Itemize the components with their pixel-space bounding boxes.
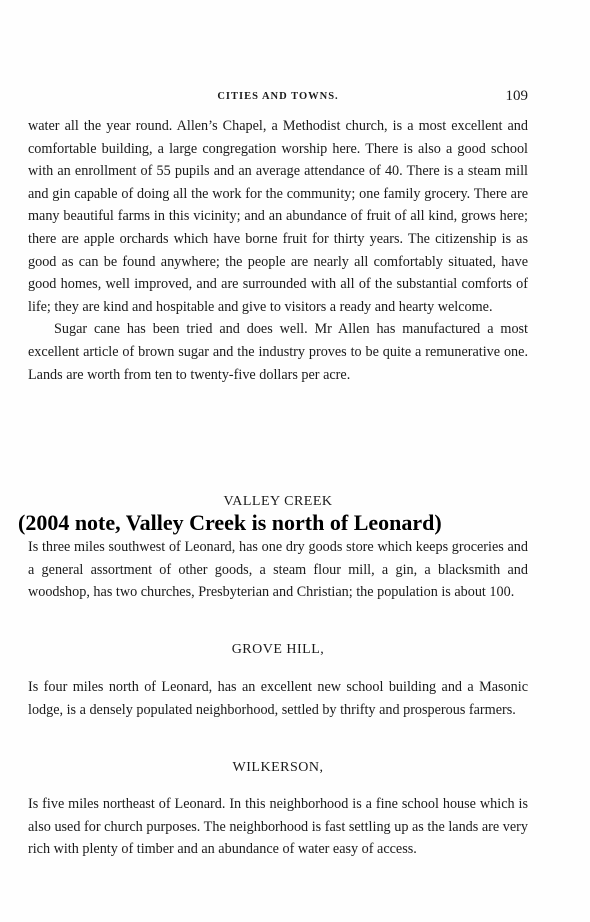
running-head: [28, 88, 528, 108]
annotation-note: (2004 note, Valley Creek is north of Leonard): [18, 510, 442, 535]
running-title: CITIES AND TOWNS.: [217, 91, 339, 102]
opening-text: [28, 115, 528, 386]
wilkerson-paragraph: Is five miles northeast of Leonard. In this neighborhood is a fine school house which is also used for church purposes. The neighborhood is fast settling up as the lands are very rich with plenty of timber and an abundance of water easy of access.: [28, 796, 528, 858]
valley-creek-heading: VALLEY CREEK: [223, 494, 333, 509]
page-number: 109: [505, 88, 528, 104]
opening-paragraph: water all the year round. Allen’s Chapel, a Methodist church, is a most excellent and comfortable building, a large congregation worship here. There is also a good school with an enrollment of 55 pupils and an average attendance of 40. There is a steam mill and gin capable of doing all the work for the community; one family grocery. There are many beautiful farms in this vicinity; and an abundance of fruit of all kind, grows here; there are apple orchards which have borne fruit for thirty years. The citizenship is as good as can be found anywhere; the people are nearly all comfortably situated, have good homes, well improved, and are surrounded with all of the substantial comforts of life; they are kind and hospitable and give to visitors a ready and hearty welcome.: [28, 118, 528, 315]
wilkerson-heading: WILKERSON,: [232, 760, 324, 775]
valley-creek-paragraph: Is three miles southwest of Leonard, has one dry goods store which keeps groceries and a general assortment of other goods, a steam flour mill, a gin, a blacksmith and woodshop, has two churches, Presbyterian and Christian; the population is about 100.: [28, 539, 528, 601]
grove-hill-paragraph: Is four miles north of Leonard, has an excellent new school building and a Masonic lodge, is a densely populated neighborhood, settled by thrifty and prosperous farmers.: [28, 679, 528, 718]
valley-creek-text: [28, 536, 528, 604]
wilkerson-text: [28, 793, 528, 861]
sugar-cane-paragraph: Sugar cane has been tried and does well. Mr Allen has manufactured a most excellent article of brown sugar and the industry proves to be quite a remunerative one. Lands are worth from ten to twenty-five dollars per acre.: [28, 321, 528, 383]
grove-hill-heading: GROVE HILL,: [231, 642, 325, 657]
grove-hill-text: [28, 676, 528, 721]
